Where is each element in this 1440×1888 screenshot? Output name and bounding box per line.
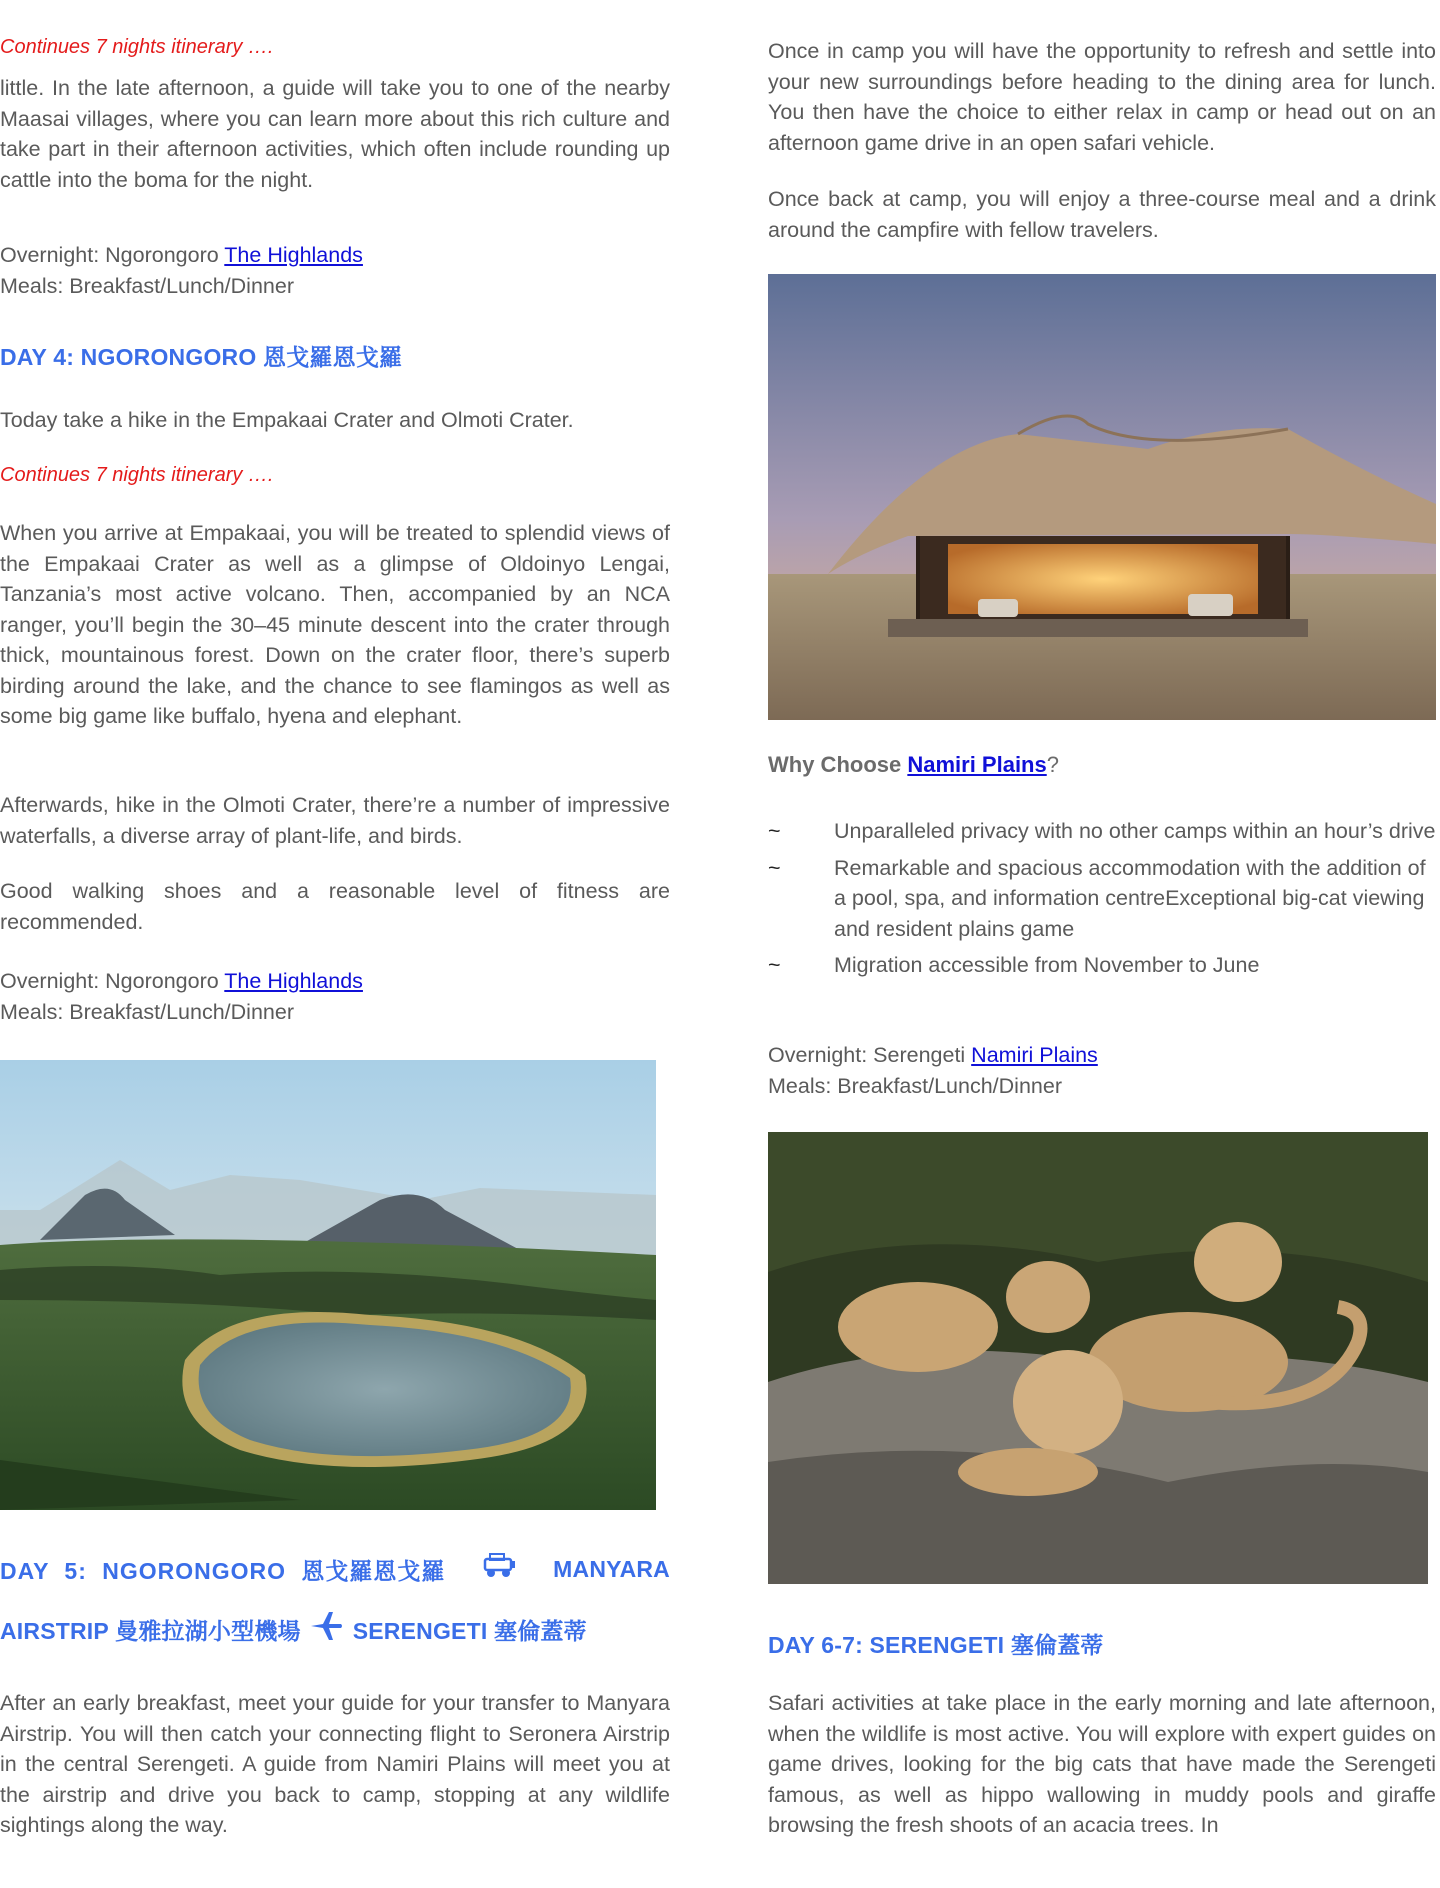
why-choose-heading <box>768 752 1059 778</box>
olmoti-paragraph: Afterwards, hike in the Olmoti Crater, there’re a number of impressive waterfalls, a diverse array of plant-life, and birds. <box>0 793 670 848</box>
lion-cubs-photo <box>768 1132 1428 1584</box>
overnight-prefix: Overnight: Ngorongoro <box>0 243 225 267</box>
highlands-link[interactable]: The Highlands <box>224 243 363 267</box>
overnight-line <box>768 1040 1098 1101</box>
airplane-icon <box>309 1610 343 1648</box>
luxury-tent-photo <box>768 274 1436 720</box>
namiri-plains-link[interactable]: Namiri Plains <box>971 1043 1098 1067</box>
why-prefix: Why Choose <box>768 752 908 777</box>
list-item: ~ Remarkable and spacious accommodation with the addition of a pool, spa, and information centreExceptional big-cat viewing and resident plains game <box>768 853 1436 945</box>
bullet-mark: ~ <box>768 953 781 977</box>
continues-note: Continues 7 nights itinerary …. <box>0 464 274 486</box>
maasai-paragraph: little. In the late afternoon, a guide will take you to one of the nearby Maasai villages, where you can learn more about this rich culture and take part in their afternoon activities, which often include rounding up cattle into the boma for the night. <box>0 76 670 192</box>
bullet-mark: ~ <box>768 855 781 880</box>
list-item: ~ Unparalleled privacy with no other camps within an hour’s drive <box>768 816 1436 847</box>
highlands-link[interactable]: The Highlands <box>224 969 363 993</box>
meals-line: Meals: Breakfast/Lunch/Dinner <box>0 999 294 1024</box>
day5-manyara: MANYARA <box>553 1555 670 1582</box>
features-list <box>768 816 1436 987</box>
day5-heading <box>0 1552 670 1586</box>
overnight-line <box>0 240 363 301</box>
safari-activities-paragraph: Safari activities at take place in the early morning and late afternoon, when the wildlife is most active. You will explore with expert guides on game drives, looking for the big cats that have made the Serengeti famous, as well as hippo wallowing in muddy pools and giraffe browsing the fresh shoots of an acacia trees. In <box>768 1691 1436 1837</box>
why-suffix: ? <box>1046 752 1059 777</box>
bullet-mark: ~ <box>768 819 781 843</box>
hike-paragraph: Today take a hike in the Empakaai Crater and Olmoti Crater. <box>0 408 574 432</box>
day5-from: DAY 5: NGORONGORO 恩戈羅恩戈羅 <box>0 1557 446 1584</box>
crater-lake-illustration <box>0 1060 656 1510</box>
crater-lake-photo <box>0 1060 656 1510</box>
campfire-paragraph: Once back at camp, you will enjoy a three-course meal and a drink around the campfire with fellow travelers. <box>768 187 1436 242</box>
empakaai-paragraph: When you arrive at Empakaai, you will be treated to splendid views of the Empakaai Crater as well as a glimpse of Oldoinyo Lengai, Tanzania’s most active volcano. Then, accompanied by an NCA ranger, you’ll begin the 30–45 minute descent into the crater through thick, mountainous forest. Down on the crater floor, there’s superb birding around the lake, and the chance to see flamingos as well as some big game like buffalo, hyena and elephant. <box>0 521 670 728</box>
overnight-prefix: Overnight: Serengeti <box>768 1043 972 1067</box>
shoes-paragraph: Good walking shoes and a reasonable level of fitness are recommended. <box>0 879 670 934</box>
meals-line: Meals: Breakfast/Lunch/Dinner <box>0 273 294 298</box>
day67-heading: DAY 6-7: SERENGETI 塞倫蓋蒂 <box>768 1632 1104 1658</box>
safari-vehicle-icon <box>482 1552 516 1586</box>
tent-illustration <box>768 274 1436 720</box>
day5-serengeti: SERENGETI 塞倫蓋蒂 <box>352 1617 587 1644</box>
camp-arrival-paragraph: Once in camp you will have the opportunity to refresh and settle into your new surroundings before heading to the dining area for lunch. You then have the choice to either relax in camp or head out on an afternoon game drive in an open safari vehicle. <box>768 39 1436 155</box>
namiri-plains-link[interactable]: Namiri Plains <box>907 752 1047 777</box>
meals-line: Meals: Breakfast/Lunch/Dinner <box>768 1073 1062 1098</box>
lion-cubs-illustration <box>768 1132 1428 1584</box>
overnight-prefix: Overnight: Ngorongoro <box>0 969 225 993</box>
list-item: ~ Migration accessible from November to June <box>768 950 1436 981</box>
continues-note: Continues 7 nights itinerary …. <box>0 36 274 58</box>
day5-heading-line2 <box>0 1610 587 1648</box>
day4-heading: DAY 4: NGORONGORO 恩戈羅恩戈羅 <box>0 344 403 370</box>
overnight-line <box>0 966 363 1027</box>
day5-airstrip: AIRSTRIP 曼雅拉湖小型機場 <box>0 1617 301 1644</box>
transfer-paragraph: After an early breakfast, meet your guide for your transfer to Manyara Airstrip. You will then catch your connecting flight to Seronera Airstrip in the central Serengeti. A guide from Namiri Plains will meet you at the airstrip and drive you back to camp, stopping at any wildlife sightings along the way. <box>0 1691 670 1837</box>
